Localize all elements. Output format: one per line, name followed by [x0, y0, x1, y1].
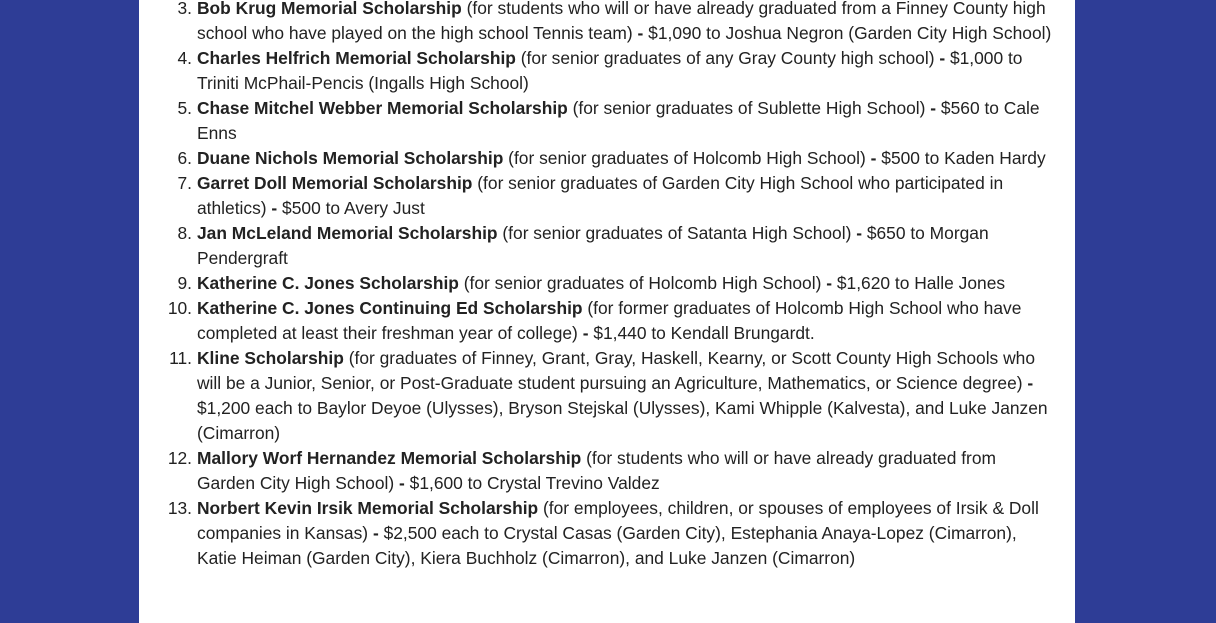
scholarship-description: (for former graduates of Holcomb High School who have completed at least their freshman year of college)	[197, 298, 1022, 343]
scholarship-description: (for senior graduates of Holcomb High School)	[458, 273, 827, 293]
scholarship-name: Bob Krug Memorial Scholarship	[197, 0, 462, 18]
dash-separator: -	[870, 148, 877, 168]
scholarship-description: (for senior graduates of Sublette High School)	[567, 98, 931, 118]
scholarship-award: $1,440 to Kendall Brungardt.	[588, 323, 815, 343]
scholarship-award: $650 to Morgan Pendergraft	[197, 223, 989, 268]
item-number: 3.	[177, 0, 192, 18]
dash-separator: -	[271, 198, 278, 218]
list-item	[139, 446, 1075, 496]
dash-separator: -	[856, 223, 862, 243]
item-number: 7.	[177, 173, 192, 193]
scholarship-name: Katherine C. Jones Scholarship	[197, 273, 459, 293]
item-number: 9.	[177, 273, 192, 293]
scholarship-award: $560 to Cale Enns	[197, 98, 1040, 143]
scholarship-award: $1,200 each to Baylor Deyoe (Ulysses), Bryson Stejskal (Ulysses), Kami Whipple (Kalvesta), and Luke Janzen (Cimarron)	[197, 398, 1048, 443]
scholarship-award: $2,500 each to Crystal Casas (Garden City), Estephania Anaya-Lopez (Cimarron), Katie Heiman (Garden City), Kiera Buchholz (Cimarron), and Luke Janzen (Cimarron)	[197, 523, 1017, 568]
scholarship-description: (for employees, children, or spouses of employees of Irsik & Doll companies in Kansas)	[197, 498, 1039, 543]
list-item	[139, 271, 1075, 296]
list-item	[139, 171, 1075, 221]
dash-separator: -	[637, 23, 644, 43]
scholarship-list	[139, 0, 1075, 571]
scholarship-award: $500 to Kaden Hardy	[876, 148, 1046, 168]
scholarship-award: $1,000 to Triniti McPhail-Pencis (Ingalls High School)	[197, 48, 1023, 93]
scholarship-award: $1,620 to Halle Jones	[832, 273, 1006, 293]
dash-separator: -	[399, 473, 405, 493]
scholarship-name: Kline Scholarship	[197, 348, 344, 368]
scholarship-name: Jan McLeland Memorial Scholarship	[197, 223, 498, 243]
list-item	[139, 221, 1075, 271]
list-item	[139, 0, 1075, 46]
item-number: 11.	[169, 348, 192, 368]
scholarship-name: Charles Helfrich Memorial Scholarship	[197, 48, 516, 68]
item-number: 5.	[177, 98, 192, 118]
item-number: 8.	[177, 223, 192, 243]
dash-separator: -	[1027, 373, 1034, 393]
item-number: 6.	[177, 148, 192, 168]
item-number: 12.	[167, 448, 192, 468]
scholarship-name: Duane Nichols Memorial Scholarship	[197, 148, 504, 168]
scholarship-name: Garret Doll Memorial Scholarship	[197, 173, 473, 193]
scholarship-name: Mallory Worf Hernandez Memorial Scholarship	[197, 448, 582, 468]
item-number: 4.	[177, 48, 192, 68]
list-item	[139, 146, 1075, 171]
dash-separator: -	[372, 523, 379, 543]
scholarship-description: (for senior graduates of any Gray County high school)	[515, 48, 940, 68]
item-number: 10.	[167, 298, 192, 318]
scholarship-award: $1,090 to Joshua Negron (Garden City High School)	[643, 23, 1052, 43]
scholarship-award: $1,600 to Crystal Trevino Valdez	[404, 473, 660, 493]
scholarship-description: (for senior graduates of Satanta High School)	[497, 223, 857, 243]
dash-separator: -	[582, 323, 589, 343]
list-item	[139, 296, 1075, 346]
scholarship-name: Katherine C. Jones Continuing Ed Scholarship	[197, 298, 583, 318]
list-item	[139, 46, 1075, 96]
scholarship-description: (for graduates of Finney, Grant, Gray, Haskell, Kearny, or Scott County High Schools who will be a Junior, Senior, or Post-Graduate student pursuing an Agriculture, Mathematics, or Science degree)	[197, 348, 1035, 393]
scholarship-description: (for senior graduates of Holcomb High School)	[503, 148, 871, 168]
list-item	[139, 496, 1075, 571]
scholarship-name: Norbert Kevin Irsik Memorial Scholarship	[197, 498, 539, 518]
dash-separator: -	[826, 273, 833, 293]
dash-separator: -	[930, 98, 937, 118]
scholarship-description: (for senior graduates of Garden City High School who participated in athletics)	[197, 173, 1004, 218]
scholarship-award: $500 to Avery Just	[277, 198, 425, 218]
dash-separator: -	[939, 48, 946, 68]
scholarship-name: Chase Mitchel Webber Memorial Scholarship	[197, 98, 568, 118]
scholarship-description: (for students who will or have already graduated from a Finney County high school who have played on the high school Tennis team)	[197, 0, 1046, 43]
scholarship-description: (for students who will or have already graduated from Garden City High School)	[197, 448, 996, 493]
article-content	[139, 0, 1075, 623]
list-item	[139, 346, 1075, 446]
list-item	[139, 96, 1075, 146]
item-number: 13.	[167, 498, 192, 518]
